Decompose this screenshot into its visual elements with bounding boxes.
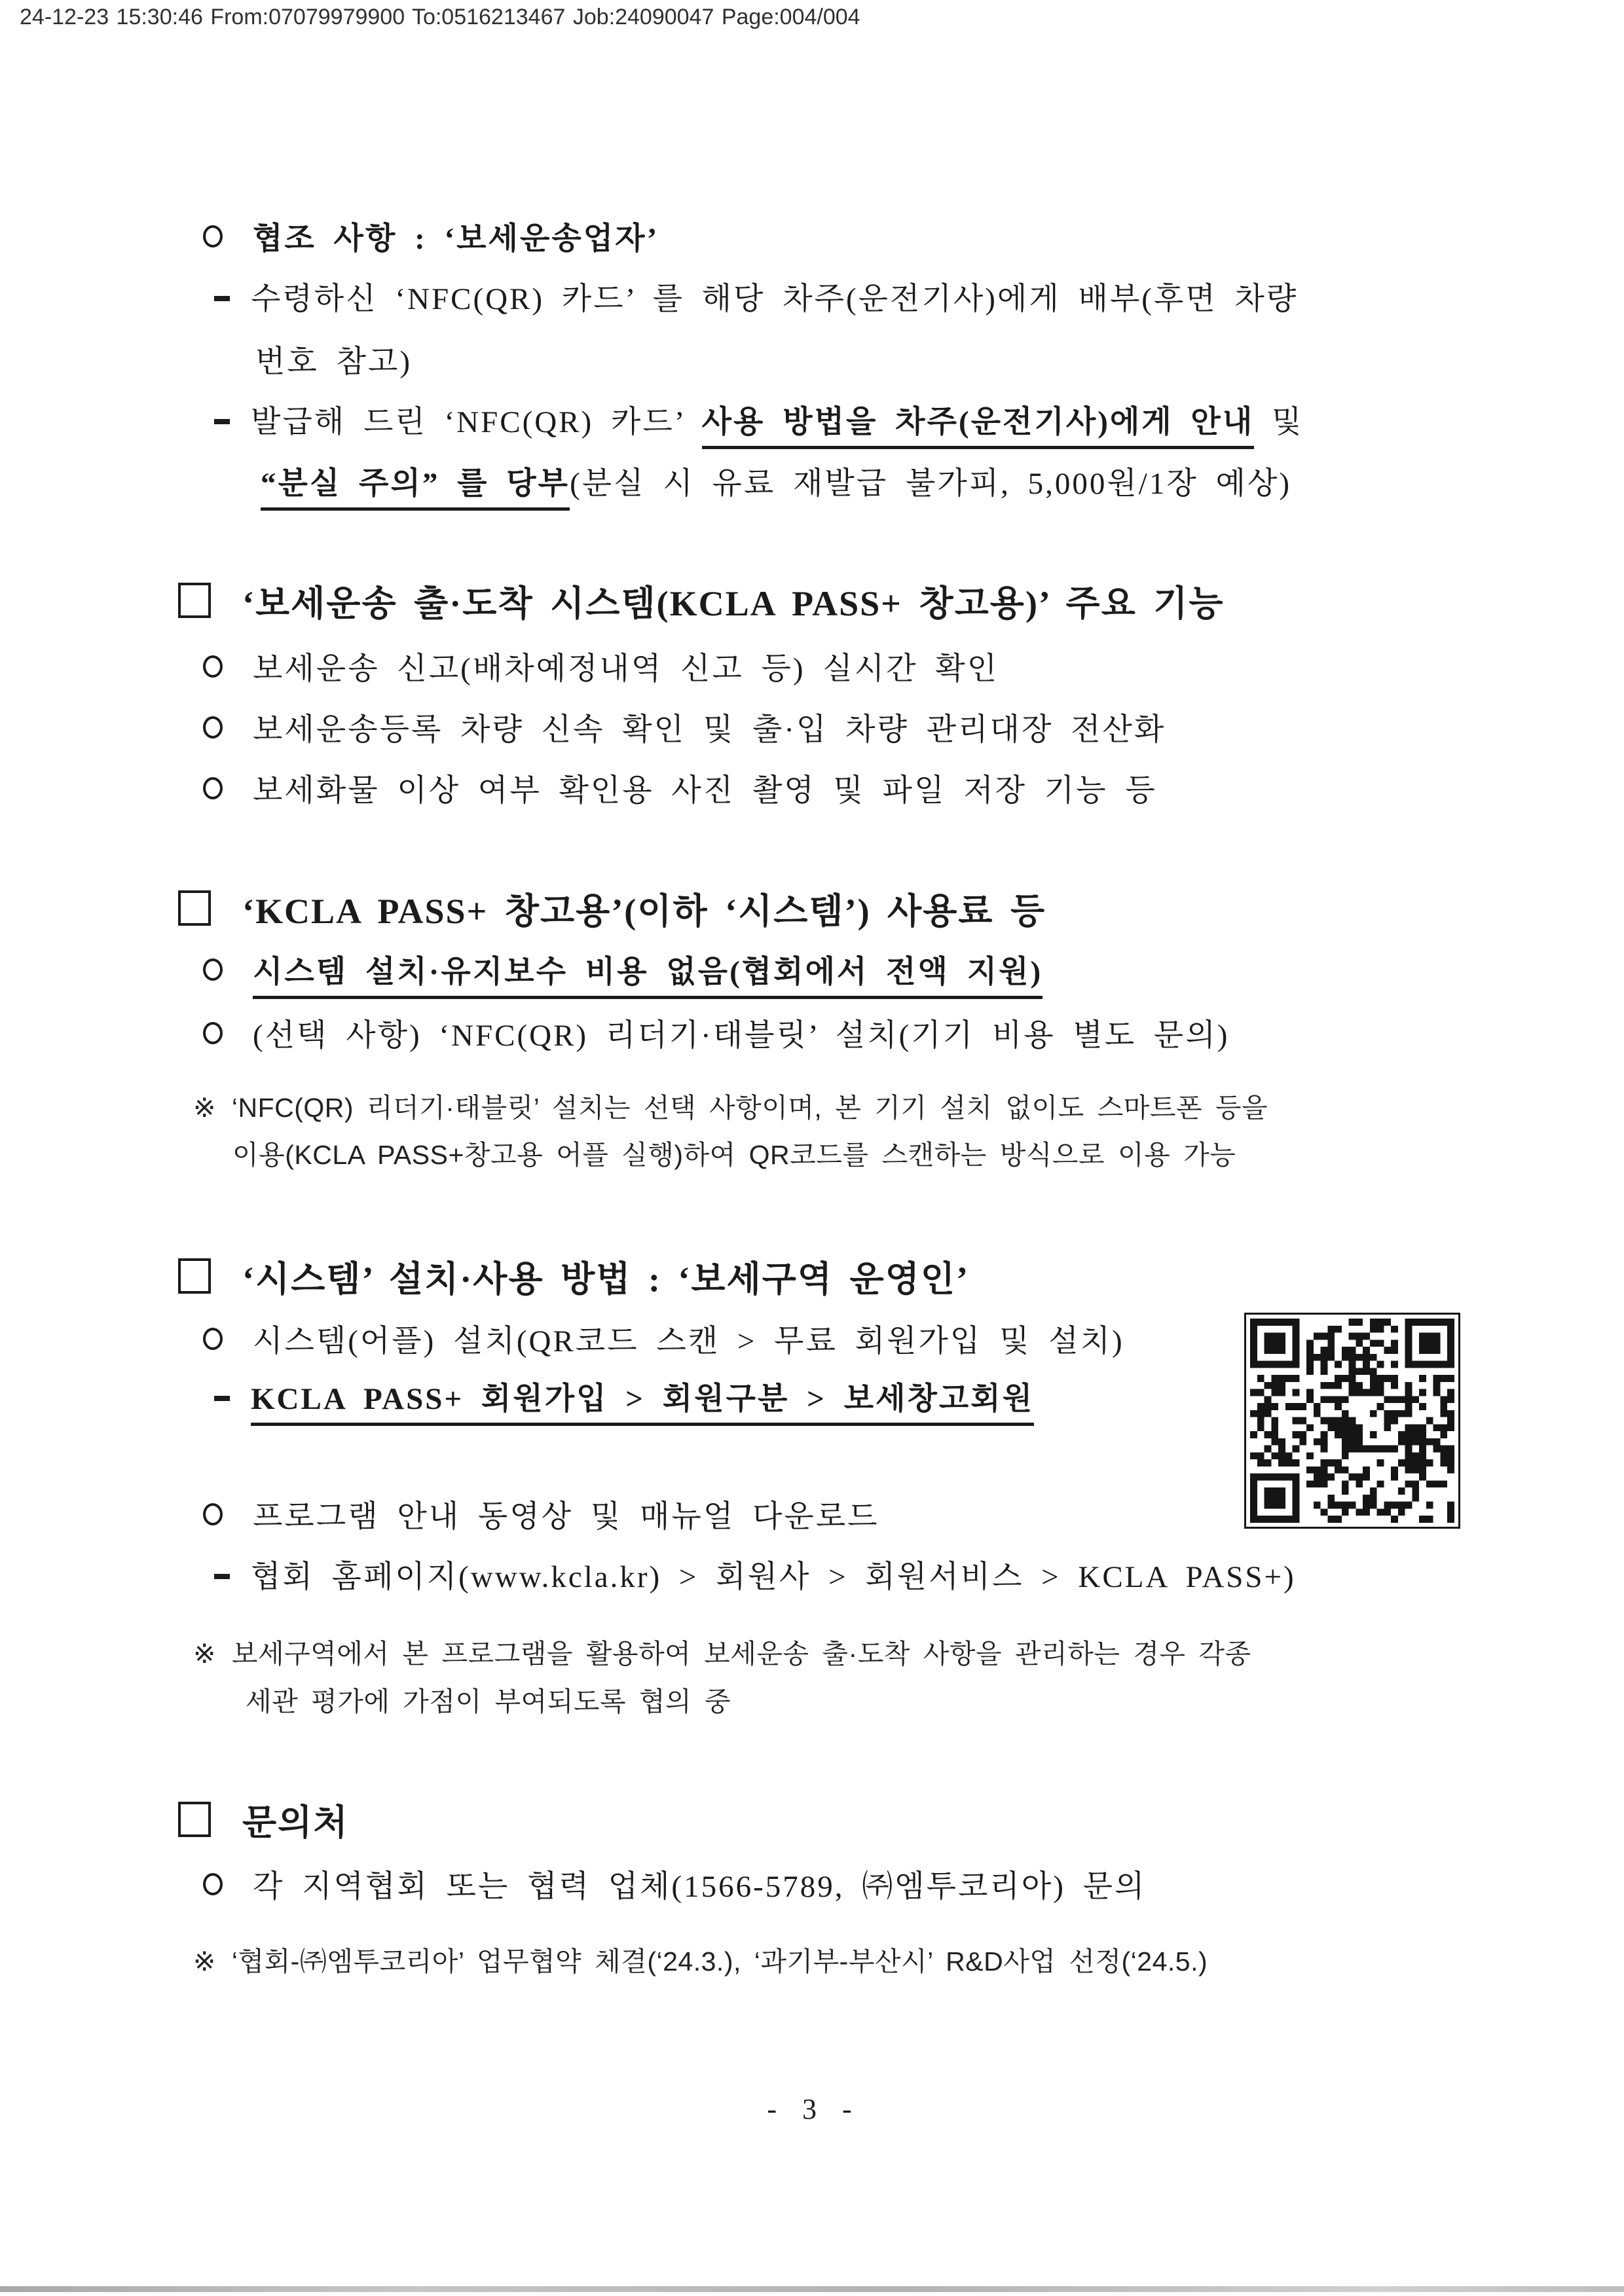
cooperation-item2-line2-emphasis: “분실 주의” 를 당부 [261, 467, 570, 511]
fees-note-line1 [193, 1092, 1268, 1123]
fees-item-1-text: 시스템 설치·유지보수 비용 없음(협회에서 전액 지원) [253, 955, 1043, 999]
page-number: - 3 - [767, 2093, 857, 2125]
install-note-line1 [193, 1638, 1251, 1669]
circle-bullet-icon [203, 1022, 223, 1044]
square-bullet-icon [178, 583, 211, 618]
fees-title-row [178, 890, 1046, 933]
install-note-text2: 세관 평가에 가점이 부여되도록 협의 중 [246, 1686, 731, 1717]
circle-bullet-icon [203, 1873, 223, 1895]
dash-bullet-icon [214, 1396, 230, 1401]
cooperation-item2-pre: 발급해 드린 ‘NFC(QR) 카드’ [251, 405, 702, 439]
dash-bullet-icon [214, 419, 230, 424]
circle-bullet-icon [203, 716, 223, 738]
fees-item-2 [203, 1018, 1229, 1054]
circle-bullet-icon [203, 958, 223, 981]
contact-note [193, 1946, 1208, 1977]
reference-mark-icon: ※ [193, 1946, 216, 1977]
contact-item-1-text: 각 지역협회 또는 협력 업체(1566-5789, ㈜엠투코리아) 문의 [253, 1870, 1147, 1904]
reference-mark-icon: ※ [193, 1639, 216, 1669]
fees-item-1 [203, 955, 1043, 991]
cooperation-item2-line2 [261, 466, 1291, 502]
install-title-row [178, 1258, 969, 1301]
circle-bullet-icon [203, 1503, 223, 1525]
fees-note-line2 [232, 1139, 1236, 1171]
cooperation-title: 협조 사항 : ‘보세운송업자’ [253, 222, 659, 256]
scan-edge-artifact [0, 2286, 1624, 2292]
dash-bullet-icon [214, 296, 230, 301]
cooperation-title-row [203, 221, 659, 257]
fax-header: 24-12-23 15:30:46 From:07079979900 To:0516213467 Job:24090047 Page:004/004 [20, 5, 860, 29]
features-item-1-text: 보세운송 신고(배차예정내역 신고 등) 실시간 확인 [253, 652, 999, 686]
square-bullet-icon [178, 1258, 211, 1294]
circle-bullet-icon [203, 777, 223, 799]
cooperation-item1-line2 [255, 344, 412, 380]
install-item-2-text: 프로그램 안내 동영상 및 매뉴얼 다운로드 [253, 1500, 879, 1534]
cooperation-item2-line1 [214, 405, 1303, 441]
circle-bullet-icon [203, 225, 223, 247]
features-item-1 [203, 651, 999, 687]
install-note-line2 [246, 1686, 731, 1717]
reference-mark-icon: ※ [193, 1093, 216, 1123]
contact-note-text: ‘협회-㈜엠투코리아’ 업무협약 체결(‘24.3.), ‘과기부-부산시’ R&D사업 선정(‘24.5.) [231, 1946, 1208, 1977]
install-item-2-sub [214, 1559, 1296, 1595]
square-bullet-icon [178, 1802, 211, 1837]
qr-code-pattern [1250, 1319, 1454, 1523]
square-bullet-icon [178, 890, 211, 926]
install-item-1-sub-text: KCLA PASS+ 회원가입 > 회원구분 > 보세창고회원 [251, 1382, 1034, 1426]
cooperation-item1-text: 수령하신 ‘NFC(QR) 카드’ 를 해당 차주(운전기사)에게 배부(후면 차량 [251, 282, 1299, 316]
cooperation-item1-cont: 번호 참고) [255, 345, 413, 379]
cooperation-item2-post: 및 [1254, 405, 1304, 439]
cooperation-item2-line2-rest: (분실 시 유료 재발급 불가피, 5,000원/1장 예상) [570, 467, 1291, 501]
dash-bullet-icon [214, 1574, 230, 1579]
circle-bullet-icon [203, 655, 223, 678]
install-item-2-sub-text: 협회 홈페이지(www.kcla.kr) > 회원사 > 회원서비스 > KCLA PASS+) [251, 1560, 1296, 1594]
install-item-1 [203, 1324, 1124, 1360]
contact-title-row [178, 1802, 349, 1844]
fees-title: ‘KCLA PASS+ 창고용’(이하 ‘시스템’) 사용료 등 [242, 892, 1046, 931]
qr-code-image [1244, 1313, 1460, 1529]
features-title: ‘보세운송 출·도착 시스템(KCLA PASS+ 창고용)’ 주요 기능 [242, 584, 1225, 623]
install-note-text1: 보세구역에서 본 프로그램을 활용하여 보세운송 출·도착 사항을 관리하는 경우 각종 [231, 1639, 1251, 1669]
features-item-2-text: 보세운송등록 차량 신속 확인 및 출·입 차량 관리대장 전산화 [253, 713, 1166, 747]
features-item-2 [203, 712, 1166, 748]
features-item-3 [203, 773, 1157, 809]
circle-bullet-icon [203, 1328, 223, 1350]
install-item-2 [203, 1499, 879, 1535]
features-title-row [178, 583, 1225, 625]
fees-item-2-text: (선택 사항) ‘NFC(QR) 리더기·태블릿’ 설치(기기 비용 별도 문의) [253, 1019, 1230, 1053]
contact-title: 문의처 [242, 1803, 349, 1842]
install-title: ‘시스템’ 설치·사용 방법 : ‘보세구역 운영인’ [242, 1260, 970, 1299]
fees-note-text1: ‘NFC(QR) 리더기·태블릿’ 설치는 선택 사항이며, 본 기기 설치 없이도 스마트폰 등을 [231, 1093, 1268, 1123]
contact-item-1 [203, 1869, 1146, 1905]
features-item-3-text: 보세화물 이상 여부 확인용 사진 촬영 및 파일 저장 기능 등 [253, 774, 1157, 808]
fees-note-text2: 이용(KCLA PASS+창고용 어플 실행)하여 QR코드를 스캔하는 방식으로 이용 가능 [232, 1140, 1236, 1170]
cooperation-item1-line1 [214, 282, 1298, 318]
install-item-1-sub [214, 1381, 1034, 1417]
install-item-1-text: 시스템(어플) 설치(QR코드 스캔 > 무료 회원가입 및 설치) [253, 1324, 1124, 1358]
cooperation-item2-emphasis: 사용 방법을 차주(운전기사)에게 안내 [702, 405, 1255, 449]
